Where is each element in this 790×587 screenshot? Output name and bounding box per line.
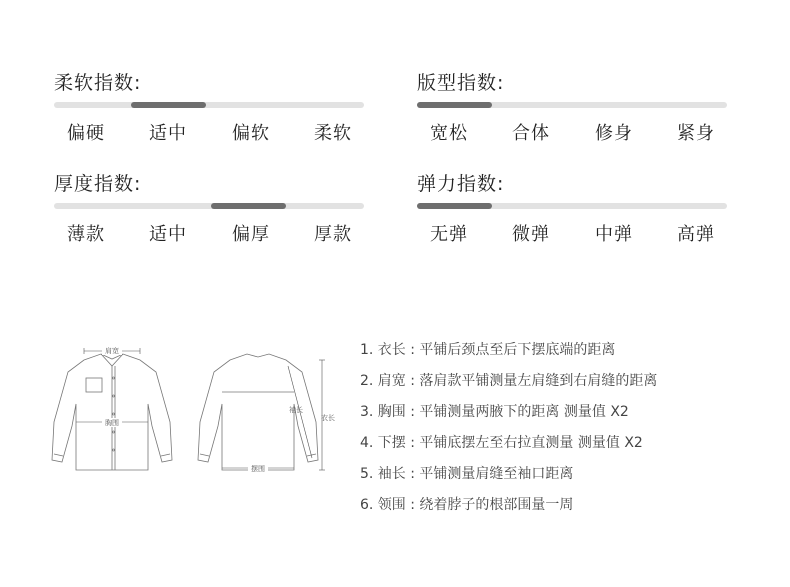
note-item: 6. 领围 : 绕着脖子的根部围量一周 [360,497,574,513]
thickness-index [54,172,364,245]
elasticity-option: 中弹 [595,224,633,245]
elasticity-scale-track [417,203,727,209]
note-item: 2. 肩宽 : 落肩款平铺测量左肩缝到右肩缝的距离 [360,373,658,389]
elasticity-scale-labels [417,220,727,248]
elasticity-index [417,172,727,245]
fit-scale-marker [417,102,492,108]
diagram-label-shoulder: 肩宽 [105,347,119,355]
elasticity-scale-marker [417,203,492,209]
note-item: 3. 胸围 : 平铺测量两腋下的距离 测量值 X2 [360,404,629,420]
softness-scale-marker [131,102,206,108]
note-item: 4. 下摆 : 平铺底摆左至右拉直测量 测量值 X2 [360,435,643,451]
thickness-scale-track [54,203,364,209]
note-item: 1. 衣长 : 平铺后颈点至后下摆底端的距离 [360,342,616,358]
softness-option: 偏软 [232,123,270,144]
fit-scale-labels [417,119,727,147]
diagram-label-sleeve: 袖长 [289,406,303,414]
fit-option: 修身 [595,123,633,144]
fit-option: 宽松 [430,123,468,144]
thickness-scale-labels [54,220,364,248]
thickness-option: 厚款 [314,224,352,245]
softness-option: 适中 [149,123,187,144]
thickness-scale-marker [211,203,286,209]
thickness-option: 适中 [149,224,187,245]
fit-index-title: 版型指数: [417,72,505,94]
fit-option: 合体 [512,123,550,144]
diagram-label-length: 衣长 [321,414,335,422]
elasticity-option: 高弹 [677,224,715,245]
fit-index [417,71,727,144]
diagram-label-chest: 胸围 [105,419,119,427]
elasticity-index-title: 弹力指数: [417,173,505,195]
softness-index-title: 柔软指数: [54,72,142,94]
thickness-option: 偏厚 [232,224,270,245]
shirt-front-drawing [52,354,172,470]
elasticity-option: 微弹 [512,224,550,245]
measurement-notes [360,338,657,524]
shirt-measurement-diagram [44,342,335,482]
diagram-label-hem: 摆围 [251,465,265,473]
note-item: 5. 袖长 : 平铺测量肩缝至袖口距离 [360,466,574,482]
softness-scale-track [54,102,364,108]
softness-option: 偏硬 [67,123,105,144]
elasticity-option: 无弹 [430,224,468,245]
thickness-index-title: 厚度指数: [54,173,142,195]
fit-option: 紧身 [677,123,715,144]
softness-index [54,71,364,144]
shirt-diagram-svg [44,342,335,482]
softness-option: 柔软 [314,123,352,144]
softness-scale-labels [54,119,364,147]
thickness-option: 薄款 [67,224,105,245]
fit-scale-track [417,102,727,108]
